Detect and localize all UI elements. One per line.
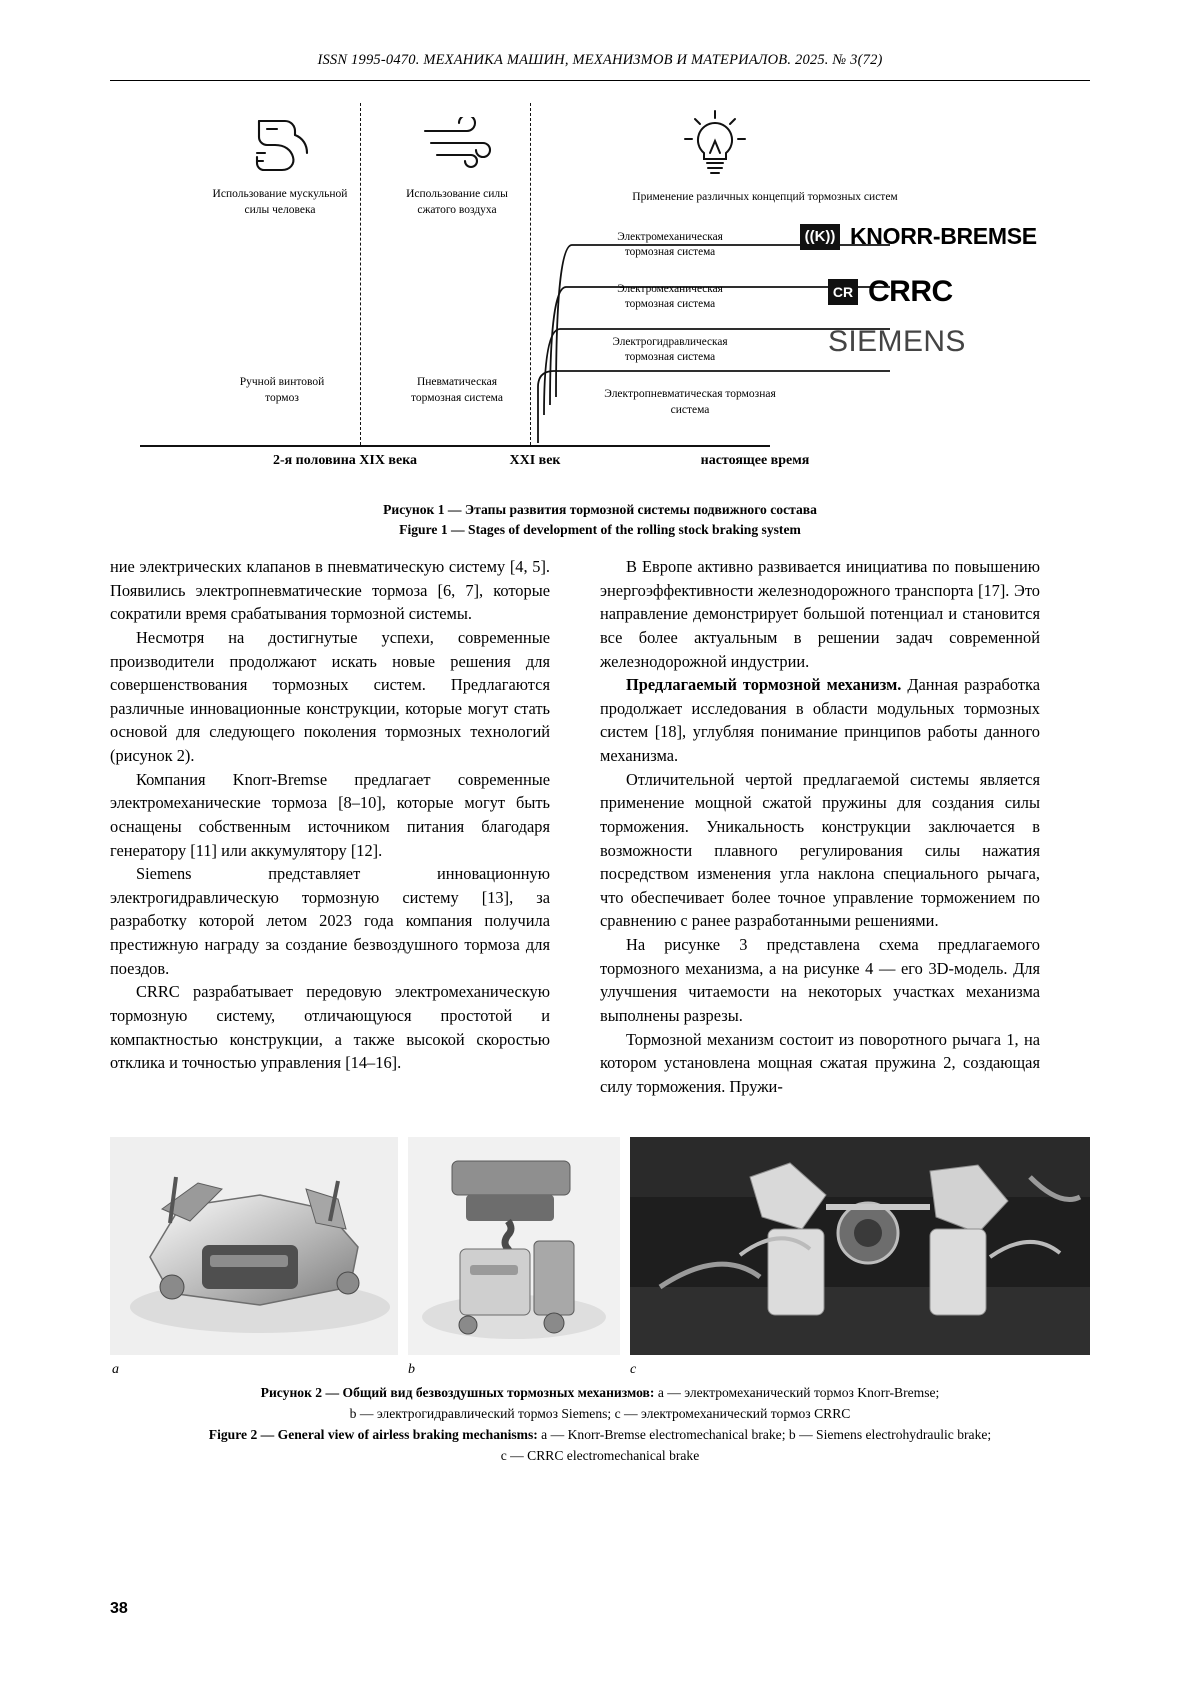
paragraph: Несмотря на достигнутые успехи, современные производители продолжают искать новые решения для совершенствования тормозных систем. Предлагаются различные инновационные конструкции, которые могут стать основой для следующего поколения тормозных технологий (рисунок 2). — [110, 627, 550, 765]
figure1-bottom-label-1: Ручной винтовой тормоз — [239, 376, 325, 404]
figure1-era-3: настоящее время — [700, 453, 810, 468]
body-column-left — [110, 555, 550, 1075]
figure-2-caption-ru-line1 — [110, 1382, 1090, 1403]
paragraph-with-bold-lead — [600, 673, 1040, 768]
paragraph: Компания Knorr-Bremse предлагает современные электромеханические тормоза [8–10], которые могут быть оснащены собственным источником питания благодаря генератору [11] или аккумулятору [12]. — [110, 769, 550, 860]
crrc-wordmark: CRRC — [868, 275, 953, 308]
siemens-wordmark: SIEMENS — [828, 325, 966, 358]
figure-2-caption — [110, 1382, 1090, 1466]
timeline-baseline — [140, 445, 770, 447]
page-number: 38 — [110, 1600, 128, 1617]
figure1-top-label-1: Использование мускульной силы человека — [212, 188, 348, 216]
knorr-bremse-logo — [800, 223, 1037, 250]
crrc-logo — [828, 275, 953, 309]
siemens-logo — [828, 325, 966, 359]
figure1-era-2: XXI век — [509, 453, 561, 468]
figure1-bottom-label-3: Электропневматическая тормозная система — [604, 388, 776, 416]
caption-bold-lead: Рисунок 2 — Общий вид безвоздушных тормозных механизмов: — [260, 1385, 655, 1400]
header-divider — [110, 80, 1090, 81]
branch-label-knorr: Электромеханическая тормозная система — [617, 231, 723, 258]
photo-crrc-brake — [630, 1137, 1090, 1355]
figure1-era-1: 2-я половина XIX века — [272, 453, 418, 468]
section-lead-bold: Предлагаемый тормозной механизм. — [626, 675, 902, 695]
figure2-sublabel-b: b — [408, 1362, 415, 1377]
figure2-sublabel-a: a — [112, 1362, 119, 1377]
running-head: ISSN 1995-0470. МЕХАНИКА МАШИН, МЕХАНИЗМОВ И МАТЕРИАЛОВ. 2025. № 3(72) — [317, 52, 883, 68]
figure-1-caption — [110, 500, 1090, 541]
figure2-sublabel-c: c — [630, 1362, 637, 1377]
paragraph: Тормозной механизм состоит из поворотного рычага 1, на котором установлена мощная сжатая пружина 2, создающая силу торможения. Пружи- — [600, 1029, 1040, 1096]
caption-rest: a — электромеханический тормоз Knorr-Bremse; — [654, 1385, 940, 1400]
photo-knorr-bremse-brake — [110, 1137, 398, 1355]
paragraph: Siemens представляет инновационную электрогидравлическую тормозную систему [13], за разработку которой летом 2023 года компания получила престижную награду за создание безвоздушного тормоза для поездов. — [110, 864, 550, 978]
figure-1-caption-en: Figure 1 — Stages of development of the rolling stock braking system — [399, 522, 801, 538]
figure-2-caption-en-line1 — [110, 1424, 1090, 1445]
figure-2-caption-ru-line2: b — электрогидравлический тормоз Siemens; c — электромеханический тормоз CRRC — [349, 1406, 851, 1422]
knorr-bremse-mark-icon: ((K)) — [800, 224, 840, 250]
knorr-bremse-wordmark: KNORR-BREMSE — [850, 223, 1037, 249]
caption-rest-en: a — Knorr-Bremse electromechanical brake; b — Siemens electrohydraulic brake; — [537, 1427, 992, 1443]
figure-1-diagram — [110, 95, 1090, 485]
paragraph-rest: Данная разработка продолжает исследования в области модульных тормозных систем [18], углубляя понимание принципов работы данного механизма. — [600, 675, 1040, 765]
figure-1-caption-ru: Рисунок 1 — Этапы развития тормозной системы подвижного состава — [383, 502, 817, 517]
paragraph: На рисунке 3 представлена схема предлагаемого тормозного механизма, а на рисунке 4 — его 3D-модель. Для улучшения читаемости на некоторых участках механизма выполнены разрезы. — [600, 935, 1040, 1025]
paragraph: ние электрических клапанов в пневматическую систему [4, 5]. Появились электропневматические тормоза [6, 7], которые сократили время срабатывания тормозной системы. — [110, 557, 550, 624]
paragraph: CRRC разрабатывает передовую электромеханическую тормозную систему, отличающуюся простотой и компактностью конструкции, а также высокой скоростью отклика и точностью управления [14–16]. — [110, 982, 550, 1073]
figure1-bottom-label-2: Пневматическая тормозная система — [411, 376, 503, 404]
flexed-arm-icon — [220, 111, 340, 173]
timeline-divider-1 — [360, 103, 361, 445]
branch-label-crrc: Электромеханическая тормозная система — [617, 283, 723, 310]
crrc-mark-icon: CR — [828, 279, 858, 305]
caption-bold-lead-en: Figure 2 — General view of airless braking mechanisms: — [208, 1427, 538, 1443]
branch-label-siemens: Электрогидравлическая тормозная система — [612, 336, 728, 363]
lightbulb-idea-icon — [655, 107, 775, 177]
paragraph: В Европе активно развивается инициатива по повышению энергоэффективности железнодорожного транспорта [17]. Это направление демонстрирует большой потенциал и становится все более актуальным в решении задач современной железнодорожной индустрии. — [600, 557, 1040, 671]
paragraph: Отличительной чертой предлагаемой системы является применение мощной сжатой пружины для создания силы торможения. Уникальность конструкции заключается в возможности плавного регулирования силы нажатия посредством изменения угла наклона специального рычага, что обеспечивает более точное управление торможением по сравнению с ранее разработанными решениями. — [600, 769, 1040, 931]
figure1-top-label-2: Использование силы сжатого воздуха — [406, 188, 508, 216]
wind-air-icon — [395, 117, 525, 169]
figure1-top-label-3: Применение различных концепций тормозных систем — [632, 191, 898, 203]
figure-2-images — [110, 1137, 1090, 1355]
figure-2-caption-en-line2: c — CRRC electromechanical brake — [500, 1448, 700, 1464]
body-column-right — [600, 555, 1040, 1098]
photo-siemens-brake — [408, 1137, 620, 1355]
